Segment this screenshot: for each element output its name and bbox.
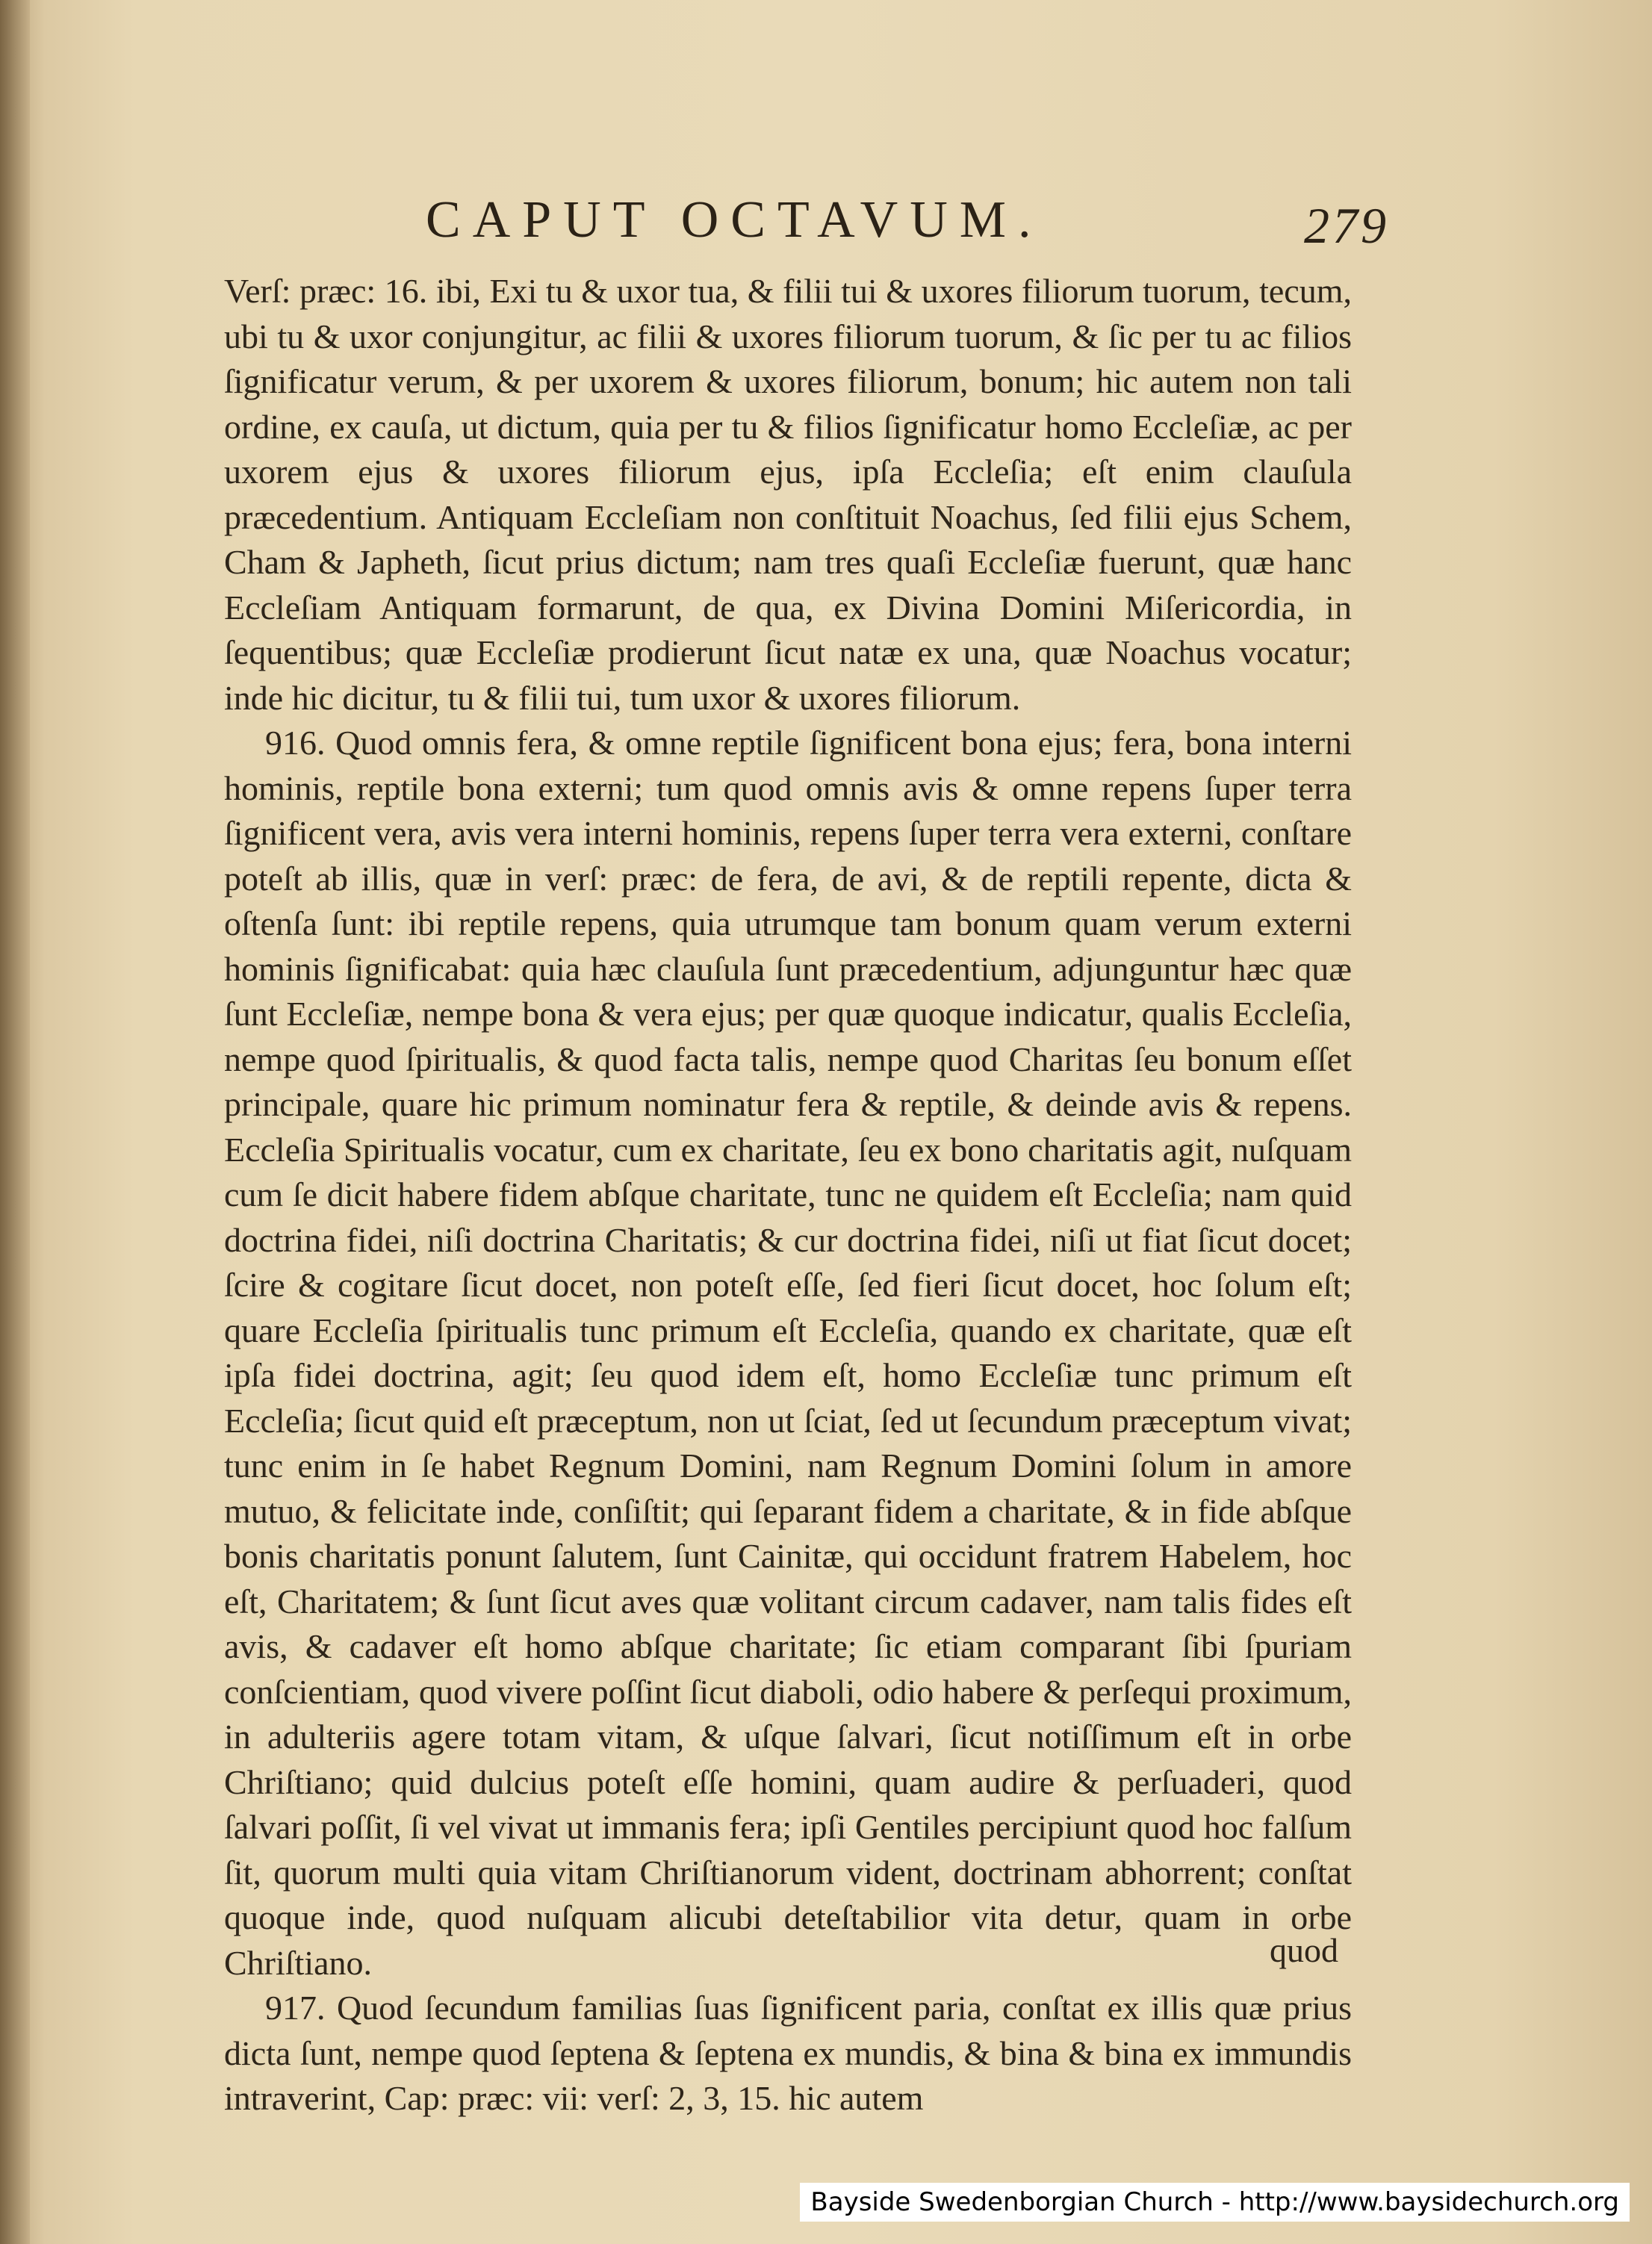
body-text — [224, 269, 1352, 2122]
watermark-footer: Bayside Swedenborgian Church - http://www.baysidechurch.org — [800, 2183, 1630, 2222]
running-title: CAPUT OCTAVUM. — [426, 191, 1043, 249]
catchword: quod — [1270, 1931, 1338, 1969]
page-header — [224, 190, 1389, 273]
page-number: 279 — [1304, 197, 1389, 254]
paragraph-917: 917. Quod ſecundum familias ſuas ſignificent paria, conſtat ex illis quæ prius dicta ſunt, nempe quod ſeptena & ſeptena ex mundis, & bina & bina ex immundis intraverint, Cap: præc: vii: verſ: 2, 3, 15. hic autem — [224, 1989, 1352, 2117]
paragraph-916: 916. Quod omnis fera, & omne reptile ſignificent bona ejus; fera, bona interni hominis, reptile bona externi; tum quod omnis avis & omne repens ſuper terra ſignificent vera, avis vera interni hominis, repens ſuper terra vera externi, conſtare poteſt ab illis, quæ in verſ: præc: de fera, de avi, & de reptili repente, dicta & oſtenſa ſunt: ibi reptile repens, quia utrumque tam bonum quam verum externi hominis ſignificabat: quia hæc clauſula ſunt præcedentium, adjunguntur hæc quæ ſunt Eccleſiæ, nempe bona & vera ejus; per quæ quoque indicatur, qualis Eccleſia, nempe quod ſpiritualis, & quod facta talis, nempe quod Charitas ſeu bonum eſſet principale, quare hic primum nominatur fera & reptile, & deinde avis & repens. Eccleſia Spiritualis vocatur, cum ex charitate, ſeu ex bono charitatis agit, nuſquam cum ſe dicit habere fidem abſque charitate, tunc ne quidem eſt Eccleſia; nam quid doctrina fidei, niſi doctrina Charitatis; & cur doctrina fidei, niſi ut fiat ſicut docet; ſcire & cogitare ſicut docet, non poteſt eſſe, ſed fieri ſicut docet, hoc ſolum eſt; quare Eccleſia ſpiritualis tunc primum eſt Eccleſia, quando ex charitate, quæ eſt ipſa fidei doctrina, agit; ſeu quod idem eſt, homo Eccleſiæ tunc primum eſt Eccleſia; ſicut quid eſt præceptum, non ut ſciat, ſed ut ſecundum præceptum vivat; tunc enim in ſe habet Regnum Domini, nam Regnum Domini ſolum in amore mutuo, & felicitate inde, conſiſtit; qui ſeparant fidem a charitate, & in fide abſque bonis charitatis ponunt ſalutem, ſunt Cainitæ, qui occidunt fratrem Habelem, hoc eſt, Charitatem; & ſunt ſicut aves quæ volitant circum cadaver, nam talis fides eſt avis, & cadaver eſt homo abſque charitate; ſic etiam comparant ſibi ſpuriam conſcientiam, quod vivere poſſint ſicut diaboli, odio habere & perſequi proximum, in adulteriis agere totam vitam, & uſque ſalvari, ſicut notiſſimum eſt in orbe Chriſtiano; quid dulcius poteſt eſſe homini, quam audire & perſuaderi, quod ſalvari poſſit, ſi vel vivat ut immanis fera; ipſi Gentiles percipiunt quod hoc falſum ſit, quorum multi quia vitam Chriſtianorum vident, doctrinam abhorrent; conſtat quoque inde, quod nuſquam alicubi deteſtabilior vita detur, quam in orbe Chriſtiano. — [224, 724, 1352, 1982]
page-gutter-shadow — [0, 0, 30, 2244]
paragraph-continuation: Verſ: præc: 16. ibi, Exi tu & uxor tua, & filii tui & uxores filiorum tuorum, tecum, ubi tu & uxor conjungitur, ac filii & uxores filiorum tuorum, & ſic per tu ac filios ſignificatur verum, & per uxorem & uxores filiorum, bonum; hic autem non tali ordine, ex cauſa, ut dictum, quia per tu & filios ſignificatur homo Eccleſiæ, ac per uxorem ejus & uxores filiorum ejus, ipſa Eccleſia; eſt enim clauſula præcedentium. Antiquam Eccleſiam non conſtituit Noachus, ſed filii ejus Schem, Cham & Japheth, ſicut prius dictum; nam tres quaſi Eccleſiæ fuerunt, quæ hanc Eccleſiam Antiquam formarunt, de qua, ex Divina Domini Miſericordia, in ſequentibus; quæ Eccleſiæ prodierunt ſicut natæ ex una, quæ Noachus vocatur; inde hic dicitur, tu & filii tui, tum uxor & uxores filiorum. — [224, 272, 1352, 717]
